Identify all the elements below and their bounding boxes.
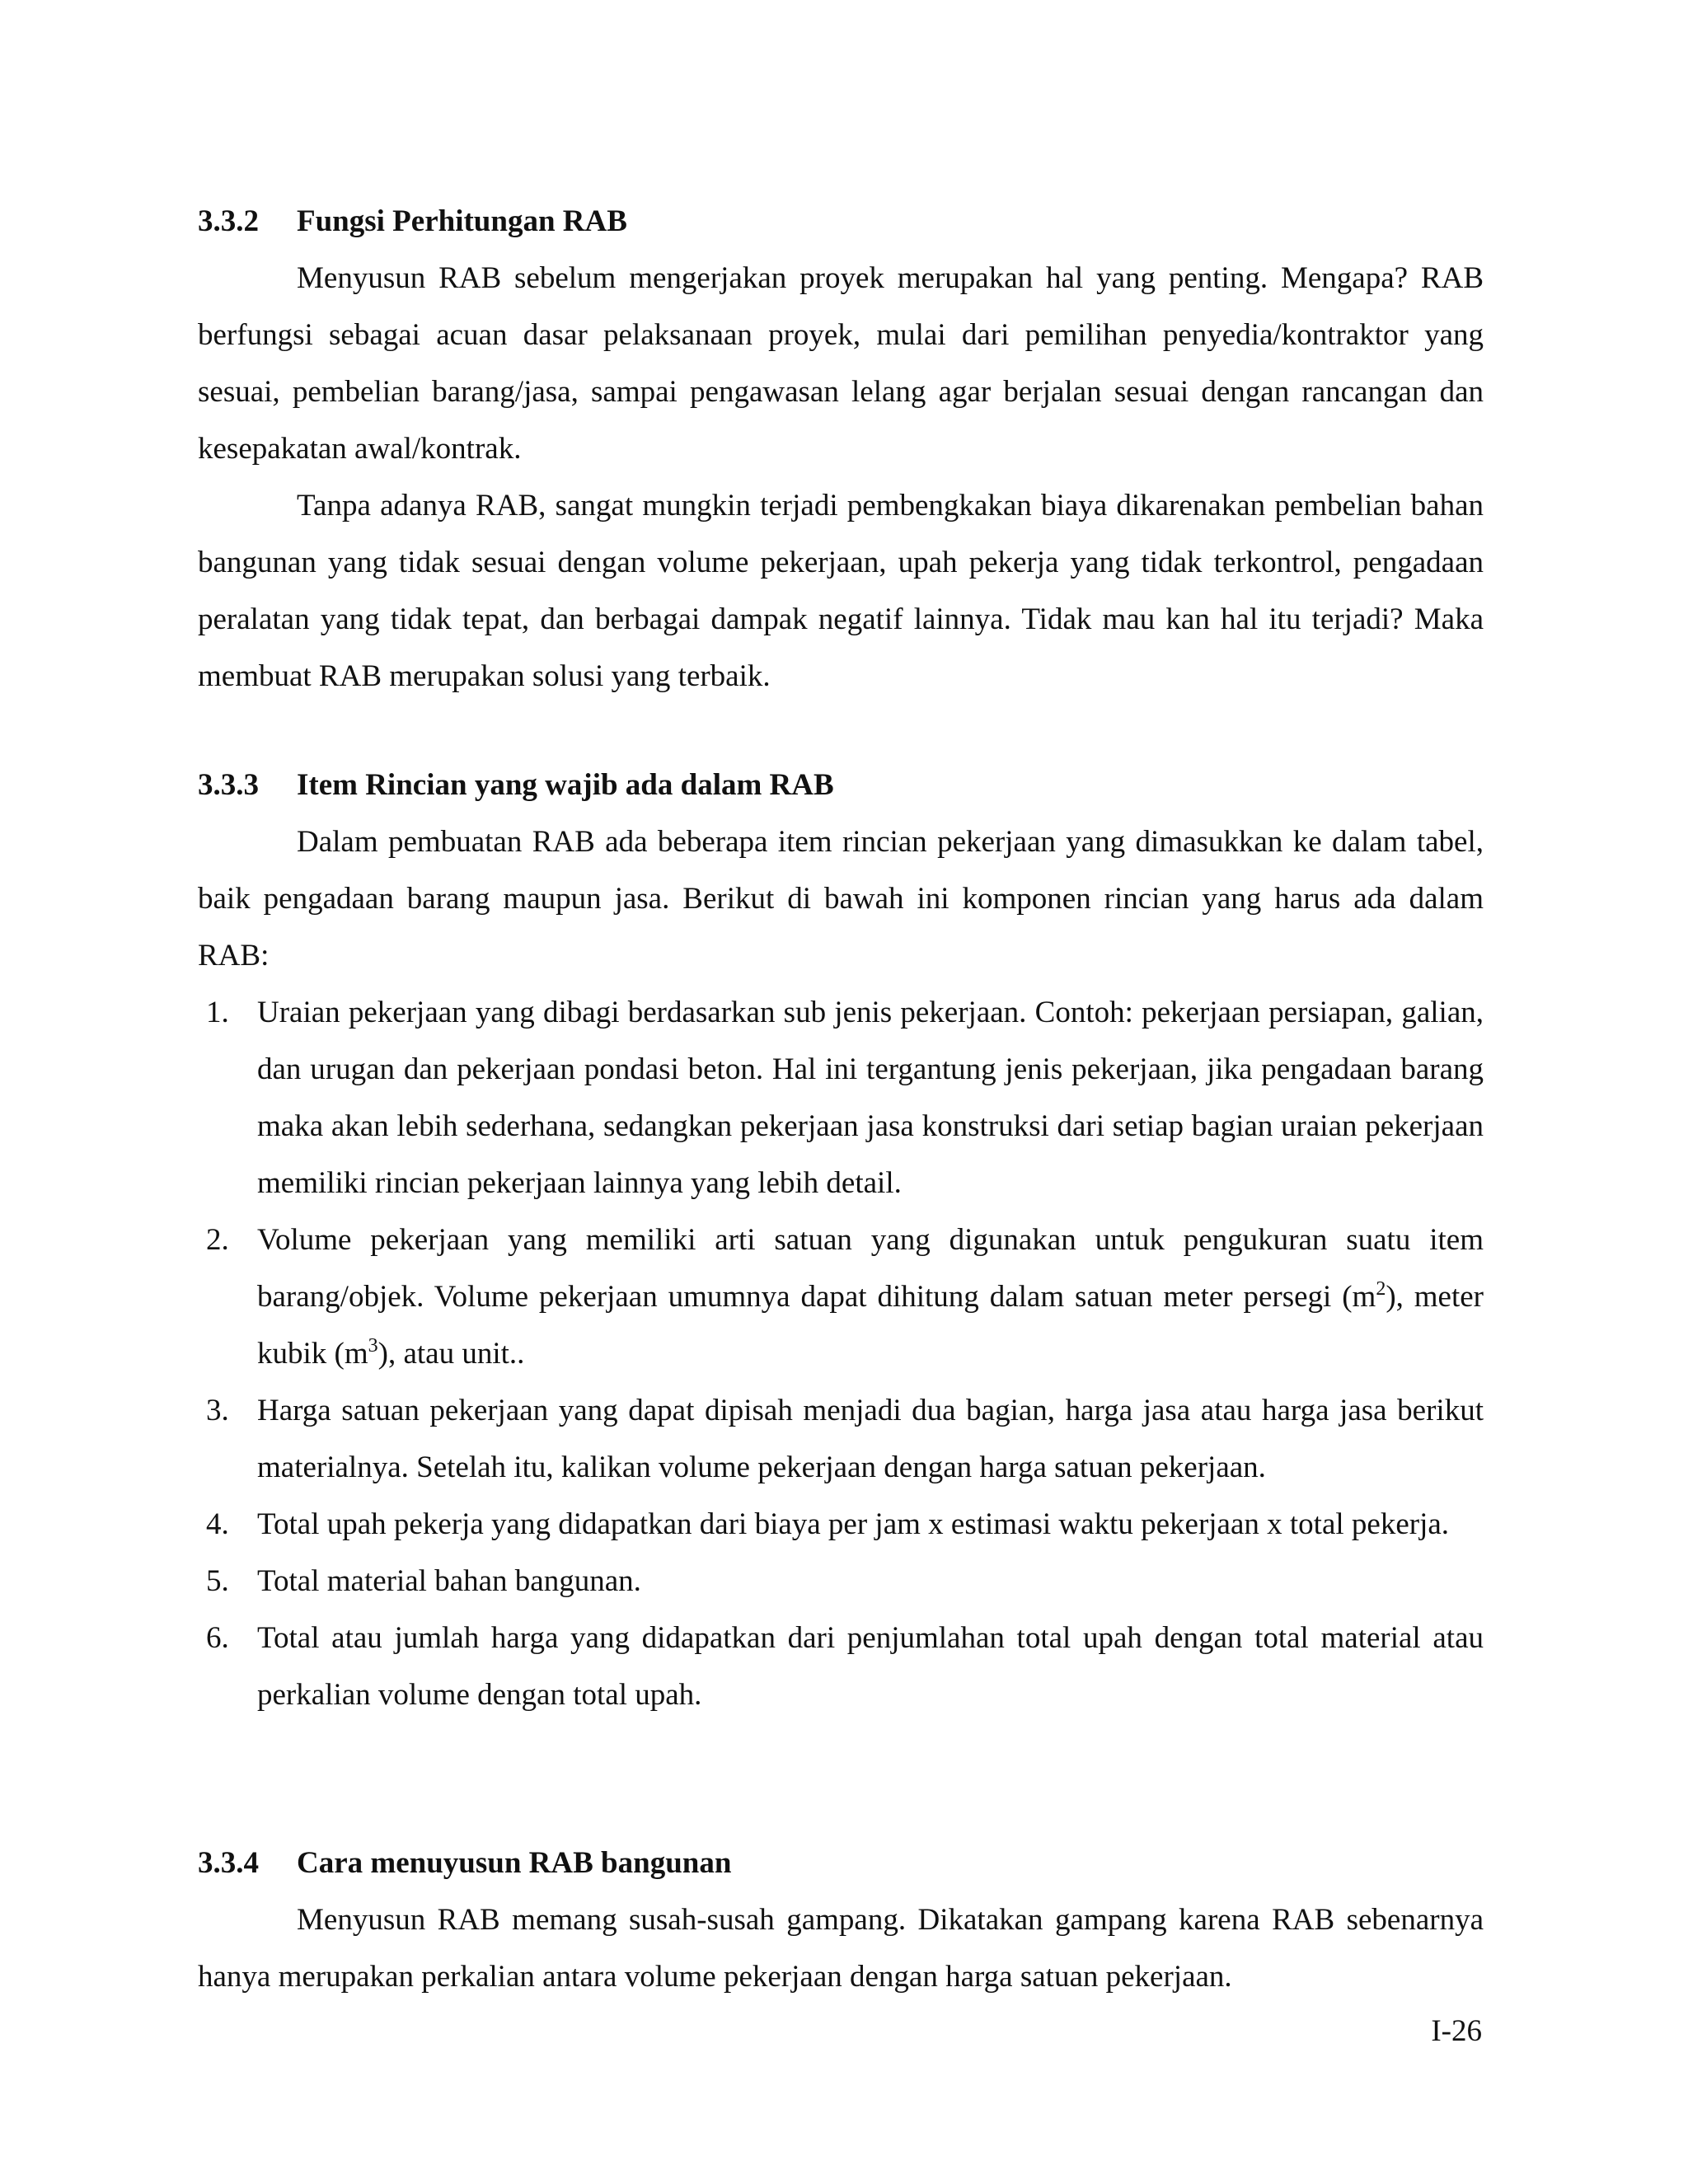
list-item-text: Total upah pekerja yang didapatkan dari biaya per jam x estimasi waktu pekerjaan x total pekerja. xyxy=(257,1507,1450,1541)
list-item-text: Uraian pekerjaan yang dibagi berdasarkan sub jenis pekerjaan. Contoh: pekerjaan persiapan, galian, dan urugan dan pekerjaan pondasi beton. Hal ini tergantung jenis pekerjaan, jika pengadaan barang maka akan lebih sederhana, sedangkan pekerjaan jasa konstruksi dari setiap bagian uraian pekerjaan memiliki rincian pekerjaan lainnya yang lebih detail. xyxy=(257,996,1484,1200)
section-3-3-2 xyxy=(198,193,1484,705)
list-item-text: ), atau unit.. xyxy=(377,1337,525,1371)
rab-component-list xyxy=(198,984,1484,1723)
list-item xyxy=(198,1212,1484,1382)
section-heading xyxy=(198,193,1484,250)
list-item-text: Volume pekerjaan yang memiliki arti satuan yang digunakan untuk pengukuran suatu item barang/objek. Volume pekerjaan umumnya dapat dihitung dalam satuan meter persegi (m xyxy=(257,1223,1484,1314)
section-number: 3.3.2 xyxy=(198,204,259,238)
list-item-text: ), meter kubik (m xyxy=(257,1280,1484,1371)
list-item xyxy=(198,1382,1484,1496)
section-title: Item Rincian yang wajib ada dalam RAB xyxy=(297,768,834,802)
superscript: 3 xyxy=(368,1335,378,1357)
section-title: Fungsi Perhitungan RAB xyxy=(297,204,627,238)
section-3-3-4 xyxy=(198,1835,1484,2005)
list-marker: 4. xyxy=(206,1507,229,1541)
document-page xyxy=(198,0,1484,2184)
list-item xyxy=(198,1553,1484,1610)
section-heading xyxy=(198,1835,1484,1891)
section-title: Cara menuyusun RAB bangunan xyxy=(297,1846,732,1880)
list-item xyxy=(198,984,1484,1212)
list-marker: 3. xyxy=(206,1394,229,1427)
paragraph: Dalam pembuatan RAB ada beberapa item rincian pekerjaan yang dimasukkan ke dalam tabel, baik pengadaan barang maupun jasa. Berikut di bawah ini komponen rincian yang harus ada dalam RAB: xyxy=(198,825,1484,972)
list-item-text: Total atau jumlah harga yang didapatkan dari penjumlahan total upah dengan total material atau perkalian volume dengan total upah. xyxy=(257,1621,1484,1712)
list-marker: 1. xyxy=(206,996,229,1029)
section-number: 3.3.3 xyxy=(198,768,259,802)
paragraph: Menyusun RAB sebelum mengerjakan proyek merupakan hal yang penting. Mengapa? RAB berfungsi sebagai acuan dasar pelaksanaan proyek, mulai dari pemilihan penyedia/kontraktor yang sesuai, pembelian barang/jasa, sampai pengawasan lelang agar berjalan sesuai dengan rancangan dan kesepakatan awal/kontrak. xyxy=(198,261,1484,466)
list-marker: 2. xyxy=(206,1223,229,1257)
paragraph: Menyusun RAB memang susah-susah gampang. Dikatakan gampang karena RAB sebenarnya hanya merupakan perkalian antara volume pekerjaan dengan harga satuan pekerjaan. xyxy=(198,1903,1484,1994)
list-marker: 6. xyxy=(206,1621,229,1655)
section-heading xyxy=(198,757,1484,813)
section-3-3-3 xyxy=(198,757,1484,1723)
list-marker: 5. xyxy=(206,1564,229,1598)
list-item-text: Total material bahan bangunan. xyxy=(257,1564,641,1598)
paragraph: Tanpa adanya RAB, sangat mungkin terjadi pembengkakan biaya dikarenakan pembelian bahan bangunan yang tidak sesuai dengan volume pekerjaan, upah pekerja yang tidak terkontrol, pengadaan peralatan yang tidak tepat, dan berbagai dampak negatif lainnya. Tidak mau kan hal itu terjadi? Maka membuat RAB merupakan solusi yang terbaik. xyxy=(198,489,1484,693)
list-item xyxy=(198,1496,1484,1553)
section-number: 3.3.4 xyxy=(198,1846,259,1880)
list-item-text: Harga satuan pekerjaan yang dapat dipisah menjadi dua bagian, harga jasa atau harga jasa berikut materialnya. Setelah itu, kalikan volume pekerjaan dengan harga satuan pekerjaan. xyxy=(257,1394,1484,1484)
list-item xyxy=(198,1610,1484,1723)
superscript: 2 xyxy=(1376,1278,1386,1300)
page-number: I-26 xyxy=(1431,2014,1482,2048)
